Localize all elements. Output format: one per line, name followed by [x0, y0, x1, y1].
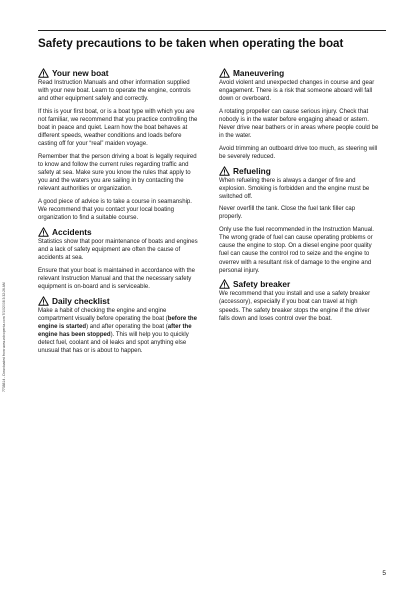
- section-header: [38, 68, 198, 78]
- paragraph: [38, 307, 198, 356]
- emphasis: before the engine is started: [38, 315, 197, 330]
- section-header: [219, 166, 379, 176]
- paragraph: A good piece of advice is to take a course in seamanship. We recommend that you contact your local boating organization to find a suitable course.: [38, 198, 192, 222]
- warning-triangle-icon: [219, 166, 230, 176]
- paragraph: Avoid violent and unexpected changes in course and gear engagement. There is a risk that someone aboard will fall down or overboard.: [219, 80, 375, 103]
- section-header: [219, 68, 379, 78]
- text-run: ) and after operating the boat (: [86, 323, 168, 330]
- text-run: ). This will help you to quickly detect fuel, coolant and oil leaks and spot anything else unusual that has or is about to happen.: [38, 332, 189, 355]
- paragraph: Statistics show that poor maintenance of boats and engines and a lack of safety equipment are often the cause of accidents at sea.: [38, 238, 198, 262]
- left-column: [38, 68, 198, 360]
- emphasis: after the engine has been stopped: [38, 323, 192, 339]
- text-run: Make a habit of checking the engine and engine compartment visually before operating the boat (: [38, 307, 168, 322]
- paragraph: Avoid trimming an outboard drive too much, as steering will be severely reduced.: [219, 145, 378, 160]
- section-maneuvering: [219, 68, 379, 161]
- paragraph: A rotating propeller can cause serious injury. Check that nobody is in the water before engaging ahead or astern. Never drive near bathers or in areas where people could be in the water.: [219, 108, 379, 140]
- paragraph: Remember that the person driving a boat is legally required to know and follow the current rules regarding traffic and safety at sea. Make sure you know the rules that apply to you and the waters you are sailing in by contacting the relevant authorities or organization.: [38, 153, 197, 193]
- section-refueling: [219, 166, 379, 275]
- paragraph: Never overfill the tank. Close the fuel tank filler cap properly.: [219, 206, 356, 221]
- right-column: [219, 68, 379, 327]
- page-number: 5: [382, 570, 386, 577]
- warning-triangle-icon: [38, 68, 49, 78]
- section-title: Accidents: [52, 226, 92, 237]
- section-title: Daily checklist: [52, 295, 110, 306]
- paragraph: If this is your first boat, or is a boat type with which you are not familiar, we recommend that you practice controlling the boat in peace and quiet. Learn how the boat behaves at different speeds, weather conditions and loads before casting off for your “real” maiden voyage.: [38, 108, 198, 148]
- section-your-new-boat: [38, 68, 198, 222]
- paragraph: We recommend that you install and use a safety breaker (accessory), especially if you boat can travel at high speeds. The safety breaker stops the engine if the driver falls down and loses control over the boat.: [219, 291, 371, 322]
- paragraph: When refueling there is always a danger of fire and explosion. Smoking is forbidden and the engine must be switched off.: [219, 177, 370, 200]
- section-title: Maneuvering: [233, 68, 285, 78]
- warning-triangle-icon: [219, 68, 230, 78]
- section-daily-checklist: [38, 296, 198, 356]
- section-header: [38, 296, 198, 306]
- warning-triangle-icon: [219, 279, 230, 289]
- section-title: Safety breaker: [233, 279, 291, 290]
- section-title: Refueling: [233, 165, 271, 176]
- warning-triangle-icon: [38, 227, 49, 237]
- header-rule: [38, 30, 386, 31]
- warning-triangle-icon: [38, 296, 49, 306]
- paragraph: Read Instruction Manuals and other information supplied with your new boat. Learn to operate the engine, controls and other equipment safely and correctly.: [38, 80, 191, 103]
- download-stamp: 7738814 - Downloaded from www.volvopenta.com 7/10/2008 3:32:26 AM: [2, 282, 6, 392]
- section-header: [219, 279, 379, 289]
- paragraph: Only use the fuel recommended in the Instruction Manual. The wrong grade of fuel can cause operating problems or cause the engine to stop. On a diesel engine poor quality fuel can cause the control rod to seize and the engine to overrev with a resultant risk of damage to the engine and personal injury.: [219, 226, 374, 274]
- section-header: [38, 227, 198, 237]
- section-accidents: [38, 227, 198, 291]
- section-safety-breaker: [219, 279, 379, 323]
- page-title: Safety precautions to be taken when operating the boat: [38, 37, 344, 50]
- section-title: Your new boat: [52, 68, 109, 78]
- paragraph: Ensure that your boat is maintained in accordance with the relevant Instruction Manual and that the necessary safety equipment is on-board and is serviceable.: [38, 267, 195, 290]
